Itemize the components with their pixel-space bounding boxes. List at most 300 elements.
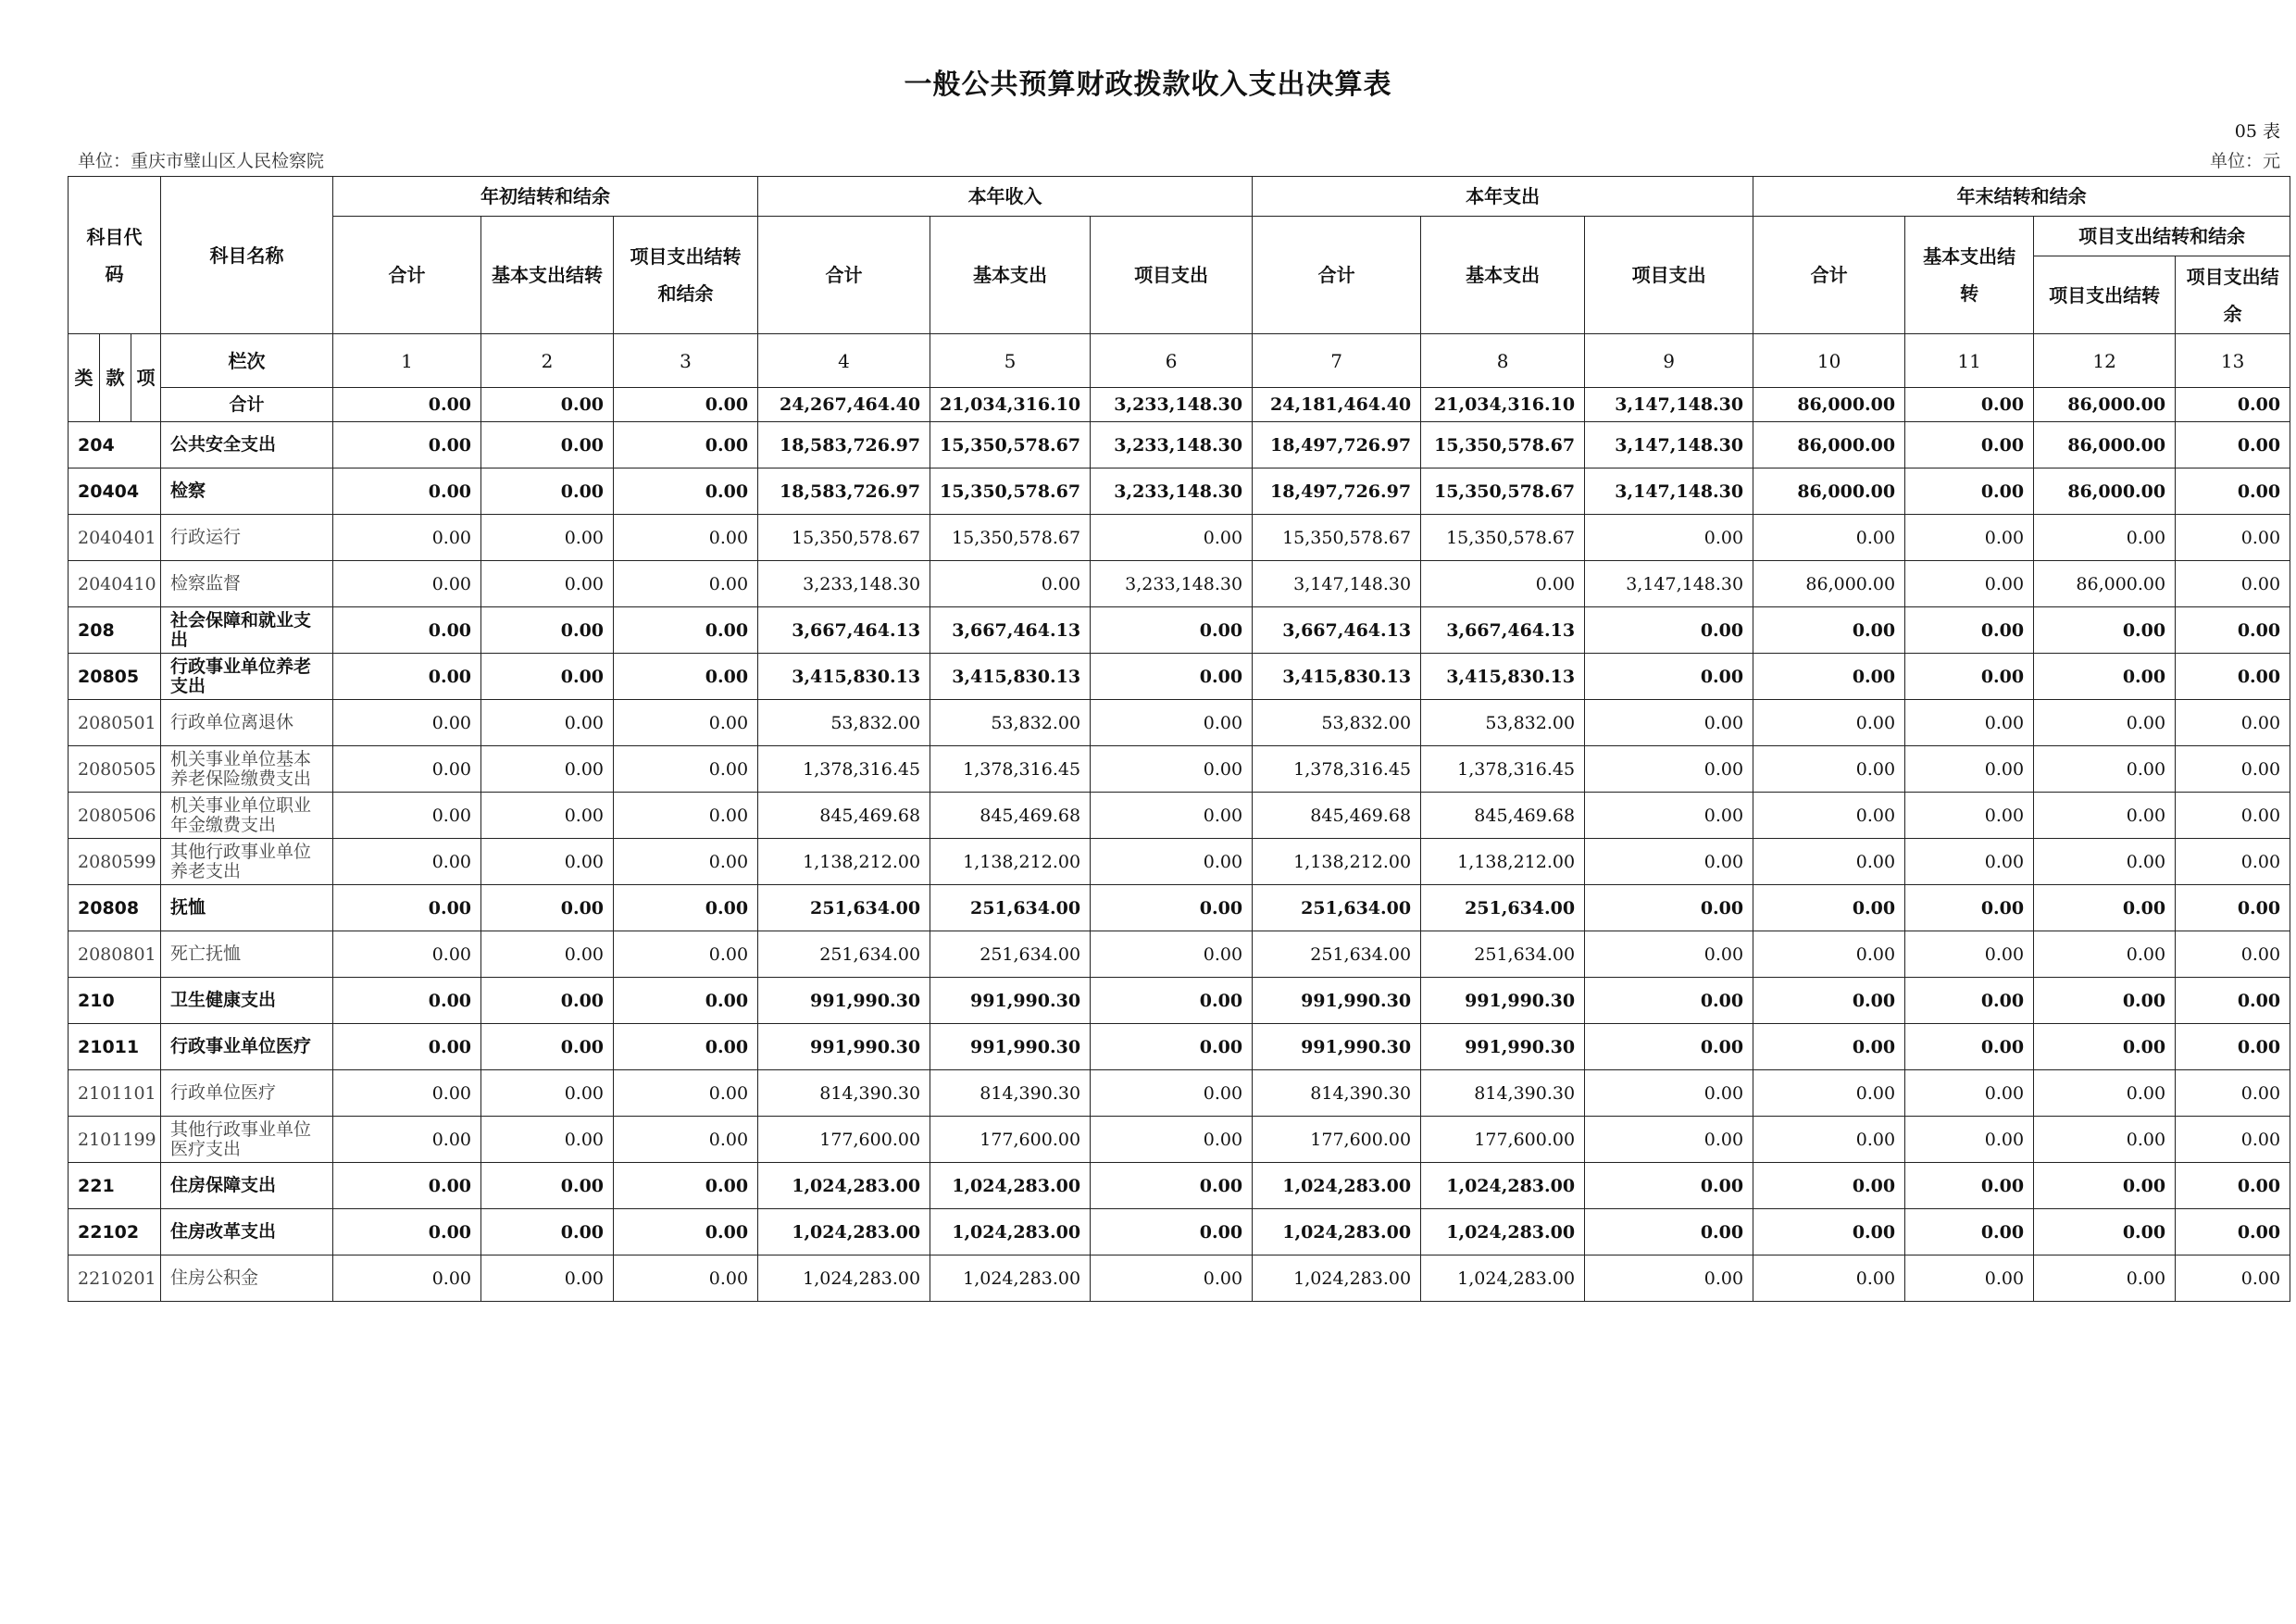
value-cell: 177,600.00 <box>758 1117 930 1163</box>
value-cell: 0.00 <box>333 422 481 468</box>
value-cell: 0.00 <box>333 654 481 700</box>
value-cell: 0.00 <box>1753 1070 1905 1117</box>
table-row <box>69 885 2290 931</box>
table-number: 05 表 <box>2234 121 2280 142</box>
value-cell: 0.00 <box>1091 515 1253 561</box>
header-total: 合计 <box>1753 217 1905 334</box>
value-cell: 0.00 <box>333 793 481 839</box>
value-cell: 86,000.00 <box>1753 468 1905 515</box>
header-project-balance: 项目支出结余 <box>2176 256 2290 334</box>
value-cell: 0.00 <box>2176 422 2290 468</box>
table-row <box>69 561 2290 607</box>
value-cell: 0.00 <box>2034 839 2176 885</box>
header-basic-expenditure: 基本支出 <box>930 217 1091 334</box>
subject-name: 其他行政事业单位养老支出 <box>161 839 333 885</box>
value-cell: 53,832.00 <box>1421 700 1585 746</box>
subject-name: 住房公积金 <box>161 1255 333 1302</box>
value-cell: 0.00 <box>614 515 758 561</box>
value-cell: 0.00 <box>333 978 481 1024</box>
value-cell: 0.00 <box>2034 885 2176 931</box>
value-cell: 15,350,578.67 <box>1421 515 1585 561</box>
value-cell: 251,634.00 <box>758 885 930 931</box>
table-row <box>69 931 2290 978</box>
value-cell: 0.00 <box>481 1024 614 1070</box>
header-code: 科目代码 <box>69 177 161 334</box>
value-cell: 0.00 <box>481 839 614 885</box>
value-cell: 0.00 <box>614 1070 758 1117</box>
value-cell: 0.00 <box>2034 746 2176 793</box>
subject-name: 行政单位离退休 <box>161 700 333 746</box>
value-cell: 0.00 <box>1585 839 1753 885</box>
value-cell: 0.00 <box>614 885 758 931</box>
value-cell: 53,832.00 <box>930 700 1091 746</box>
value-cell: 0.00 <box>1091 839 1253 885</box>
value-cell: 0.00 <box>2034 607 2176 654</box>
unit-currency: 单位：元 <box>2209 151 2280 171</box>
column-number: 11 <box>1905 334 2034 388</box>
value-cell: 0.00 <box>2176 1255 2290 1302</box>
subject-name: 行政事业单位养老支出 <box>161 654 333 700</box>
value-cell: 845,469.68 <box>1253 793 1421 839</box>
value-cell: 0.00 <box>614 1209 758 1255</box>
value-cell: 0.00 <box>1905 978 2034 1024</box>
value-cell: 3,233,148.30 <box>758 561 930 607</box>
value-cell: 0.00 <box>2034 1117 2176 1163</box>
total-cell: 24,181,464.40 <box>1253 388 1421 422</box>
value-cell: 0.00 <box>2176 700 2290 746</box>
subject-code: 20805 <box>69 654 161 700</box>
value-cell: 0.00 <box>2176 515 2290 561</box>
subject-name: 行政单位医疗 <box>161 1070 333 1117</box>
header-group-opening-balance: 年初结转和结余 <box>333 177 758 217</box>
column-number: 8 <box>1421 334 1585 388</box>
subject-name: 社会保障和就业支出 <box>161 607 333 654</box>
value-cell: 0.00 <box>2176 746 2290 793</box>
value-cell: 0.00 <box>1091 700 1253 746</box>
value-cell: 0.00 <box>481 468 614 515</box>
value-cell: 53,832.00 <box>758 700 930 746</box>
header-total: 合计 <box>333 217 481 334</box>
header-kuan: 款 <box>100 334 131 422</box>
value-cell: 1,024,283.00 <box>1421 1163 1585 1209</box>
value-cell: 991,990.30 <box>1421 1024 1585 1070</box>
value-cell: 3,667,464.13 <box>1253 607 1421 654</box>
value-cell: 251,634.00 <box>1421 931 1585 978</box>
value-cell: 86,000.00 <box>1753 422 1905 468</box>
value-cell: 0.00 <box>2176 1209 2290 1255</box>
value-cell: 251,634.00 <box>930 931 1091 978</box>
value-cell: 814,390.30 <box>930 1070 1091 1117</box>
value-cell: 0.00 <box>2034 1255 2176 1302</box>
total-cell: 3,147,148.30 <box>1585 388 1753 422</box>
value-cell: 845,469.68 <box>930 793 1091 839</box>
value-cell: 0.00 <box>1753 1163 1905 1209</box>
header-project-carryover-subgroup: 项目支出结转和结余 <box>2034 217 2290 256</box>
value-cell: 0.00 <box>481 1209 614 1255</box>
value-cell: 177,600.00 <box>930 1117 1091 1163</box>
value-cell: 1,024,283.00 <box>1253 1163 1421 1209</box>
value-cell: 0.00 <box>1421 561 1585 607</box>
value-cell: 0.00 <box>1091 793 1253 839</box>
value-cell: 0.00 <box>481 793 614 839</box>
value-cell: 18,497,726.97 <box>1253 468 1421 515</box>
value-cell: 86,000.00 <box>2034 468 2176 515</box>
total-cell: 3,233,148.30 <box>1091 388 1253 422</box>
value-cell: 0.00 <box>1091 1070 1253 1117</box>
total-cell: 0.00 <box>2176 388 2290 422</box>
value-cell: 0.00 <box>1905 700 2034 746</box>
value-cell: 0.00 <box>1905 654 2034 700</box>
value-cell: 0.00 <box>2176 978 2290 1024</box>
value-cell: 0.00 <box>333 1117 481 1163</box>
value-cell: 0.00 <box>2176 1163 2290 1209</box>
header-basic-expenditure: 基本支出 <box>1421 217 1585 334</box>
value-cell: 251,634.00 <box>758 931 930 978</box>
value-cell: 3,233,148.30 <box>1091 468 1253 515</box>
value-cell: 0.00 <box>481 885 614 931</box>
value-cell: 0.00 <box>1091 1117 1253 1163</box>
value-cell: 0.00 <box>481 978 614 1024</box>
value-cell: 0.00 <box>481 931 614 978</box>
subject-name: 行政事业单位医疗 <box>161 1024 333 1070</box>
value-cell: 1,024,283.00 <box>1253 1209 1421 1255</box>
column-number: 7 <box>1253 334 1421 388</box>
value-cell: 991,990.30 <box>1253 1024 1421 1070</box>
subject-name: 行政运行 <box>161 515 333 561</box>
header-total: 合计 <box>1253 217 1421 334</box>
value-cell: 0.00 <box>1905 839 2034 885</box>
value-cell: 177,600.00 <box>1253 1117 1421 1163</box>
subject-name: 死亡抚恤 <box>161 931 333 978</box>
value-cell: 0.00 <box>333 1070 481 1117</box>
value-cell: 3,415,830.13 <box>1253 654 1421 700</box>
table-row <box>69 1024 2290 1070</box>
subject-name: 住房保障支出 <box>161 1163 333 1209</box>
header-lei: 类 <box>69 334 100 422</box>
value-cell: 0.00 <box>1585 1255 1753 1302</box>
value-cell: 0.00 <box>333 607 481 654</box>
value-cell: 0.00 <box>1585 515 1753 561</box>
table-row <box>69 978 2290 1024</box>
table-row <box>69 422 2290 468</box>
value-cell: 0.00 <box>1585 931 1753 978</box>
value-cell: 0.00 <box>1753 1209 1905 1255</box>
value-cell: 0.00 <box>481 515 614 561</box>
value-cell: 0.00 <box>2176 1070 2290 1117</box>
table-row <box>69 793 2290 839</box>
column-number: 2 <box>481 334 614 388</box>
value-cell: 3,667,464.13 <box>930 607 1091 654</box>
value-cell: 0.00 <box>481 746 614 793</box>
subject-name: 卫生健康支出 <box>161 978 333 1024</box>
value-cell: 1,024,283.00 <box>758 1255 930 1302</box>
value-cell: 251,634.00 <box>1253 885 1421 931</box>
table-row <box>69 700 2290 746</box>
value-cell: 0.00 <box>1585 654 1753 700</box>
value-cell: 0.00 <box>333 839 481 885</box>
value-cell: 0.00 <box>2034 515 2176 561</box>
subject-code: 2080506 <box>69 793 161 839</box>
value-cell: 0.00 <box>614 700 758 746</box>
value-cell: 3,415,830.13 <box>1421 654 1585 700</box>
column-number: 3 <box>614 334 758 388</box>
column-number: 13 <box>2176 334 2290 388</box>
value-cell: 814,390.30 <box>1253 1070 1421 1117</box>
value-cell: 3,667,464.13 <box>758 607 930 654</box>
value-cell: 0.00 <box>333 468 481 515</box>
total-row-label: 合计 <box>161 388 333 422</box>
value-cell: 845,469.68 <box>1421 793 1585 839</box>
subject-name: 机关事业单位职业年金缴费支出 <box>161 793 333 839</box>
value-cell: 3,147,148.30 <box>1585 561 1753 607</box>
value-cell: 0.00 <box>2176 654 2290 700</box>
value-cell: 991,990.30 <box>930 978 1091 1024</box>
subject-code: 210 <box>69 978 161 1024</box>
value-cell: 0.00 <box>1585 885 1753 931</box>
value-cell: 1,378,316.45 <box>930 746 1091 793</box>
value-cell: 845,469.68 <box>758 793 930 839</box>
value-cell: 0.00 <box>2176 839 2290 885</box>
value-cell: 0.00 <box>614 607 758 654</box>
subject-code: 2080501 <box>69 700 161 746</box>
value-cell: 0.00 <box>1585 793 1753 839</box>
value-cell: 814,390.30 <box>758 1070 930 1117</box>
value-cell: 3,147,148.30 <box>1585 422 1753 468</box>
table-row <box>69 1070 2290 1117</box>
value-cell: 18,583,726.97 <box>758 422 930 468</box>
value-cell: 0.00 <box>2034 931 2176 978</box>
value-cell: 0.00 <box>1905 1024 2034 1070</box>
value-cell: 1,378,316.45 <box>758 746 930 793</box>
value-cell: 0.00 <box>1091 1255 1253 1302</box>
value-cell: 177,600.00 <box>1421 1117 1585 1163</box>
column-number: 4 <box>758 334 930 388</box>
value-cell: 0.00 <box>481 1070 614 1117</box>
value-cell: 0.00 <box>1753 1255 1905 1302</box>
subject-name: 检察监督 <box>161 561 333 607</box>
value-cell: 0.00 <box>1585 607 1753 654</box>
column-number: 10 <box>1753 334 1905 388</box>
header-basic-carryover: 基本支出结转 <box>481 217 614 334</box>
value-cell: 3,147,148.30 <box>1253 561 1421 607</box>
value-cell: 1,138,212.00 <box>758 839 930 885</box>
value-cell: 1,024,283.00 <box>758 1163 930 1209</box>
total-cell: 0.00 <box>333 388 481 422</box>
table-row <box>69 1163 2290 1209</box>
value-cell: 0.00 <box>333 1024 481 1070</box>
value-cell: 0.00 <box>614 793 758 839</box>
value-cell: 0.00 <box>1753 793 1905 839</box>
value-cell: 1,024,283.00 <box>930 1255 1091 1302</box>
value-cell: 15,350,578.67 <box>1421 422 1585 468</box>
value-cell: 0.00 <box>1905 793 2034 839</box>
value-cell: 0.00 <box>2034 978 2176 1024</box>
value-cell: 18,583,726.97 <box>758 468 930 515</box>
value-cell: 251,634.00 <box>1421 885 1585 931</box>
value-cell: 0.00 <box>614 422 758 468</box>
value-cell: 1,138,212.00 <box>1421 839 1585 885</box>
value-cell: 0.00 <box>1905 422 2034 468</box>
total-cell: 86,000.00 <box>1753 388 1905 422</box>
subject-code: 2040401 <box>69 515 161 561</box>
subject-code: 2101199 <box>69 1117 161 1163</box>
total-cell: 0.00 <box>481 388 614 422</box>
value-cell: 0.00 <box>1753 1024 1905 1070</box>
value-cell: 0.00 <box>1585 1024 1753 1070</box>
header-project-expenditure: 项目支出 <box>1091 217 1253 334</box>
value-cell: 0.00 <box>1753 654 1905 700</box>
value-cell: 0.00 <box>2034 1070 2176 1117</box>
value-cell: 0.00 <box>1091 607 1253 654</box>
value-cell: 15,350,578.67 <box>758 515 930 561</box>
budget-table <box>68 176 2290 1302</box>
value-cell: 0.00 <box>1905 1255 2034 1302</box>
value-cell: 1,024,283.00 <box>1421 1209 1585 1255</box>
header-basic-carryover: 基本支出结转 <box>1905 217 2034 334</box>
value-cell: 0.00 <box>2176 607 2290 654</box>
value-cell: 15,350,578.67 <box>930 468 1091 515</box>
value-cell: 0.00 <box>1905 561 2034 607</box>
value-cell: 0.00 <box>1091 885 1253 931</box>
value-cell: 86,000.00 <box>2034 561 2176 607</box>
value-cell: 0.00 <box>614 1024 758 1070</box>
value-cell: 0.00 <box>481 422 614 468</box>
subject-code: 2101101 <box>69 1070 161 1117</box>
value-cell: 814,390.30 <box>1421 1070 1585 1117</box>
table-row <box>69 1117 2290 1163</box>
value-cell: 251,634.00 <box>930 885 1091 931</box>
value-cell: 0.00 <box>1091 746 1253 793</box>
column-number: 12 <box>2034 334 2176 388</box>
value-cell: 0.00 <box>481 607 614 654</box>
value-cell: 0.00 <box>333 746 481 793</box>
header-total: 合计 <box>758 217 930 334</box>
value-cell: 0.00 <box>1585 1070 1753 1117</box>
value-cell: 0.00 <box>333 885 481 931</box>
value-cell: 0.00 <box>1905 1070 2034 1117</box>
value-cell: 1,024,283.00 <box>930 1163 1091 1209</box>
value-cell: 0.00 <box>2176 1024 2290 1070</box>
value-cell: 0.00 <box>1905 885 2034 931</box>
value-cell: 1,024,283.00 <box>1421 1255 1585 1302</box>
value-cell: 0.00 <box>1753 885 1905 931</box>
table-row <box>69 839 2290 885</box>
value-cell: 0.00 <box>1753 746 1905 793</box>
value-cell: 0.00 <box>1753 700 1905 746</box>
total-cell: 0.00 <box>1905 388 2034 422</box>
subject-code: 2080505 <box>69 746 161 793</box>
value-cell: 991,990.30 <box>930 1024 1091 1070</box>
header-group-closing-balance: 年末结转和结余 <box>1753 177 2290 217</box>
column-number: 5 <box>930 334 1091 388</box>
value-cell: 0.00 <box>333 700 481 746</box>
column-number: 9 <box>1585 334 1753 388</box>
value-cell: 0.00 <box>1091 1024 1253 1070</box>
value-cell: 0.00 <box>333 1163 481 1209</box>
value-cell: 0.00 <box>2034 793 2176 839</box>
value-cell: 0.00 <box>481 1117 614 1163</box>
value-cell: 0.00 <box>1585 746 1753 793</box>
value-cell: 3,233,148.30 <box>1091 561 1253 607</box>
value-cell: 0.00 <box>614 468 758 515</box>
subject-name: 抚恤 <box>161 885 333 931</box>
total-cell: 24,267,464.40 <box>758 388 930 422</box>
value-cell: 0.00 <box>1585 1163 1753 1209</box>
value-cell: 0.00 <box>481 1255 614 1302</box>
value-cell: 0.00 <box>2176 885 2290 931</box>
value-cell: 86,000.00 <box>1753 561 1905 607</box>
value-cell: 0.00 <box>614 839 758 885</box>
value-cell: 0.00 <box>2176 561 2290 607</box>
value-cell: 1,138,212.00 <box>1253 839 1421 885</box>
header-group-current-income: 本年收入 <box>758 177 1253 217</box>
value-cell: 3,667,464.13 <box>1421 607 1585 654</box>
subject-code: 20404 <box>69 468 161 515</box>
value-cell: 3,147,148.30 <box>1585 468 1753 515</box>
value-cell: 0.00 <box>614 931 758 978</box>
header-xiang: 项 <box>131 334 161 422</box>
subject-name: 检察 <box>161 468 333 515</box>
subject-code: 20808 <box>69 885 161 931</box>
value-cell: 0.00 <box>2034 700 2176 746</box>
table-row <box>69 1255 2290 1302</box>
value-cell: 18,497,726.97 <box>1253 422 1421 468</box>
value-cell: 0.00 <box>2034 1163 2176 1209</box>
table-row <box>69 746 2290 793</box>
value-cell: 0.00 <box>1091 1209 1253 1255</box>
value-cell: 0.00 <box>2176 468 2290 515</box>
value-cell: 0.00 <box>1091 931 1253 978</box>
subject-name: 其他行政事业单位医疗支出 <box>161 1117 333 1163</box>
value-cell: 0.00 <box>1905 931 2034 978</box>
value-cell: 0.00 <box>614 1117 758 1163</box>
value-cell: 0.00 <box>333 1209 481 1255</box>
value-cell: 0.00 <box>614 746 758 793</box>
subject-code: 21011 <box>69 1024 161 1070</box>
value-cell: 0.00 <box>1585 700 1753 746</box>
table-row <box>69 1209 2290 1255</box>
subject-code: 2080801 <box>69 931 161 978</box>
value-cell: 0.00 <box>481 561 614 607</box>
table-row <box>69 654 2290 700</box>
value-cell: 86,000.00 <box>2034 422 2176 468</box>
total-cell: 86,000.00 <box>2034 388 2176 422</box>
header-name: 科目名称 <box>161 177 333 334</box>
value-cell: 15,350,578.67 <box>1253 515 1421 561</box>
value-cell: 0.00 <box>1905 1209 2034 1255</box>
value-cell: 991,990.30 <box>1253 978 1421 1024</box>
value-cell: 0.00 <box>614 978 758 1024</box>
value-cell: 0.00 <box>333 1255 481 1302</box>
value-cell: 3,233,148.30 <box>1091 422 1253 468</box>
value-cell: 0.00 <box>1753 515 1905 561</box>
header-column-index-label: 栏次 <box>161 334 333 388</box>
value-cell: 251,634.00 <box>1253 931 1421 978</box>
value-cell: 0.00 <box>1753 607 1905 654</box>
subject-code: 221 <box>69 1163 161 1209</box>
value-cell: 991,990.30 <box>758 978 930 1024</box>
table-row <box>69 515 2290 561</box>
header-group-current-expenditure: 本年支出 <box>1253 177 1753 217</box>
value-cell: 991,990.30 <box>1421 978 1585 1024</box>
value-cell: 0.00 <box>1753 1117 1905 1163</box>
value-cell: 0.00 <box>333 515 481 561</box>
value-cell: 1,138,212.00 <box>930 839 1091 885</box>
value-cell: 0.00 <box>481 654 614 700</box>
table-row <box>69 468 2290 515</box>
value-cell: 0.00 <box>1753 839 1905 885</box>
value-cell: 0.00 <box>1091 978 1253 1024</box>
